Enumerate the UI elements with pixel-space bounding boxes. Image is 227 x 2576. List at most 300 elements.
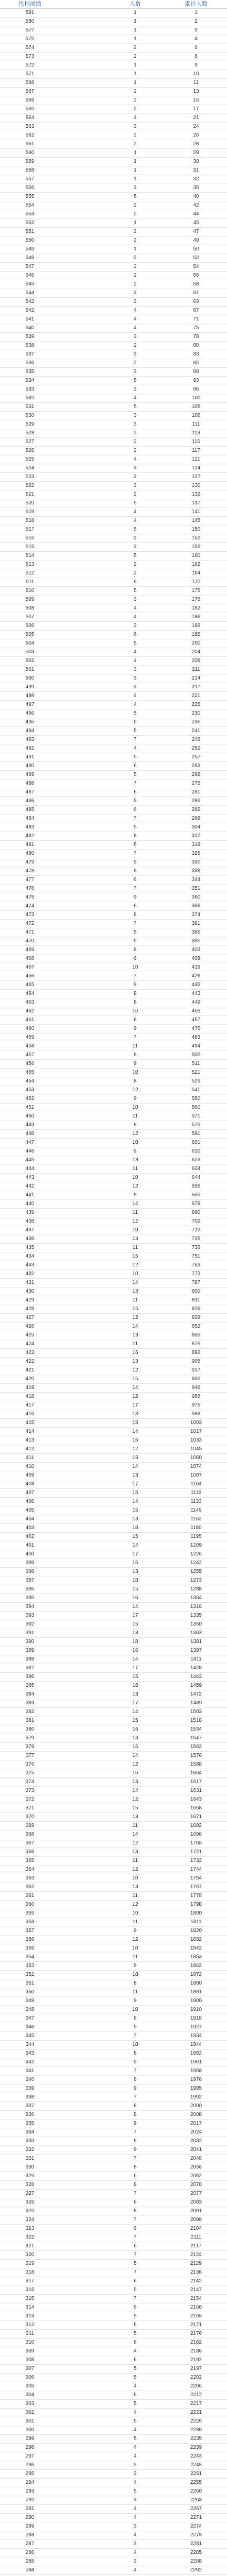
table-row — [0, 779, 227, 788]
score-cell: 467 — [25, 964, 35, 970]
count-cell: 6 — [134, 2322, 137, 2328]
cumulative-cell: 1952 — [190, 2050, 202, 2056]
cumulative-cell: 24 — [193, 124, 199, 129]
cumulative-cell: 712 — [191, 1227, 201, 1233]
count-cell: 15 — [132, 1586, 138, 1592]
table-row — [0, 526, 227, 534]
cumulative-cell: 141 — [191, 509, 201, 515]
cumulative-cell: 644 — [191, 1175, 201, 1180]
cumulative-cell: 403 — [191, 947, 201, 953]
count-cell: 5 — [134, 2287, 137, 2293]
count-cell: 10 — [132, 1175, 138, 1180]
score-cell: 426 — [25, 1324, 35, 1329]
count-cell: 2 — [134, 535, 137, 541]
table-row — [0, 368, 227, 377]
cumulative-cell: 145 — [191, 518, 201, 523]
cumulative-cell: 1842 — [190, 1945, 202, 1951]
count-cell: 6 — [134, 2199, 137, 2205]
score-cell: 456 — [25, 1061, 35, 1066]
score-cell: 385 — [25, 1683, 35, 1688]
table-row — [0, 1831, 227, 1839]
cumulative-cell: 610 — [191, 1148, 201, 1154]
cumulative-cell: 787 — [191, 1280, 201, 1285]
count-cell: 11 — [132, 1166, 138, 1172]
cumulative-cell: 2136 — [190, 2269, 202, 2275]
cumulative-cell: 1195 — [190, 1534, 202, 1539]
score-cell: 327 — [25, 2191, 35, 2196]
cumulative-cell: 395 — [191, 938, 201, 944]
score-cell: 509 — [25, 597, 35, 602]
table-row — [0, 96, 227, 105]
score-cell: 482 — [25, 833, 35, 839]
score-cell: 331 — [25, 2156, 35, 2161]
count-cell: 9 — [134, 2086, 137, 2091]
score-cell: 428 — [25, 1306, 35, 1312]
score-cell: 297 — [25, 2453, 35, 2459]
table-row — [0, 858, 227, 867]
cumulative-cell: 83 — [193, 351, 199, 357]
score-cell: 348 — [25, 2007, 35, 2012]
count-cell: 5 — [134, 728, 137, 734]
cumulative-cell: 1087 — [190, 1472, 202, 1478]
table-row — [0, 2426, 227, 2435]
table-row — [0, 797, 227, 806]
cumulative-cell: 1934 — [190, 2033, 202, 2039]
score-cell: 420 — [25, 1376, 35, 1382]
score-cell: 427 — [25, 1315, 35, 1320]
count-cell: 5 — [134, 2488, 137, 2494]
cumulative-cell: 170 — [191, 579, 201, 585]
table-row — [0, 1541, 227, 1550]
score-cell: 360 — [25, 1902, 35, 1907]
table-row — [0, 1603, 227, 1612]
table-row — [0, 2233, 227, 2242]
table-row — [0, 998, 227, 1007]
cumulative-cell: 162 — [191, 562, 201, 567]
count-cell: 14 — [132, 1543, 138, 1548]
table-row — [0, 2338, 227, 2347]
table-row — [0, 1077, 227, 1086]
table-row — [0, 2120, 227, 2128]
table-row — [0, 26, 227, 35]
table-row — [0, 1568, 227, 1577]
cumulative-cell: 13 — [193, 89, 199, 94]
count-cell: 14 — [132, 1832, 138, 1837]
score-cell: 288 — [25, 2532, 35, 2538]
table-row — [0, 1331, 227, 1340]
table-row — [0, 1393, 227, 1401]
score-cell: 409 — [25, 1472, 35, 1478]
cumulative-cell: 45 — [193, 220, 199, 226]
cumulative-cell: 268 — [191, 772, 201, 777]
cumulative-cell: 1363 — [190, 1630, 202, 1636]
score-cell: 515 — [25, 544, 35, 550]
count-cell: 10 — [132, 1875, 138, 1881]
cumulative-cell: 2171 — [190, 2322, 202, 2328]
score-cell: 306 — [25, 2375, 35, 2380]
count-cell: 2 — [134, 281, 137, 287]
score-cell: 406 — [25, 1499, 35, 1504]
table-row — [0, 455, 227, 464]
score-cell: 537 — [25, 351, 35, 357]
cumulative-cell: 2024 — [190, 2129, 202, 2135]
count-cell: 8 — [134, 1078, 137, 1084]
count-cell: 14 — [132, 1656, 138, 1662]
cumulative-cell: 30 — [193, 159, 199, 164]
count-cell: 5 — [134, 378, 137, 383]
count-cell: 14 — [132, 1604, 138, 1609]
count-cell: 6 — [134, 956, 137, 961]
score-cell: 468 — [25, 956, 35, 961]
table-row — [0, 2409, 227, 2417]
count-cell: 4 — [134, 745, 137, 751]
count-cell: 4 — [134, 693, 137, 699]
count-cell: 5 — [134, 404, 137, 410]
score-cell: 459 — [25, 1035, 35, 1040]
score-cell: 416 — [25, 1411, 35, 1417]
cumulative-cell: 1910 — [190, 2007, 202, 2012]
score-cell: 452 — [25, 1096, 35, 1101]
cumulative-cell: 2160 — [190, 2304, 202, 2310]
table-row — [0, 1016, 227, 1025]
table-row — [0, 88, 227, 96]
cumulative-cell: 623 — [191, 1157, 201, 1163]
count-cell: 15 — [132, 1805, 138, 1811]
count-cell: 7 — [134, 2156, 137, 2161]
table-row — [0, 928, 227, 937]
table-row — [0, 604, 227, 613]
score-cell: 466 — [25, 973, 35, 979]
table-row — [0, 193, 227, 201]
count-cell: 11 — [132, 1210, 138, 1215]
table-row — [0, 2006, 227, 2014]
table-row — [0, 79, 227, 88]
cumulative-cell: 852 — [191, 1324, 201, 1329]
count-cell: 5 — [134, 2401, 137, 2406]
cumulative-cell: 483 — [191, 1035, 201, 1040]
cumulative-cell: 1696 — [190, 1832, 202, 1837]
count-cell: 14 — [132, 1464, 138, 1469]
score-cell: 326 — [25, 2199, 35, 2205]
score-cell: 342 — [25, 2059, 35, 2065]
cumulative-cell: 292 — [191, 807, 201, 812]
score-cell: 319 — [25, 2261, 35, 2266]
cumulative-cell: 286 — [191, 798, 201, 804]
score-cell: 566 — [25, 97, 35, 103]
cumulative-cell: 443 — [191, 991, 201, 996]
table-row — [0, 788, 227, 797]
count-cell: 5 — [134, 588, 137, 594]
cumulative-cell: 521 — [191, 1070, 201, 1075]
count-cell: 3 — [134, 623, 137, 629]
score-cell: 338 — [25, 2094, 35, 2100]
table-row — [0, 1147, 227, 1156]
score-cell: 336 — [25, 2112, 35, 2117]
count-cell: 11 — [132, 1858, 138, 1863]
table-row — [0, 499, 227, 508]
score-cell: 407 — [25, 1490, 35, 1496]
score-cell: 545 — [25, 281, 35, 287]
table-row — [0, 946, 227, 955]
count-cell: 6 — [134, 2357, 137, 2363]
score-cell: 565 — [25, 106, 35, 112]
score-cell: 332 — [25, 2147, 35, 2153]
score-cell: 307 — [25, 2366, 35, 2371]
cumulative-cell: 1588 — [190, 1761, 202, 1767]
count-cell: 14 — [132, 1753, 138, 1758]
cumulative-cell: 2142 — [190, 2278, 202, 2284]
table-row — [0, 2444, 227, 2452]
cumulative-cell: 1 — [194, 10, 198, 15]
count-cell: 1 — [134, 36, 137, 42]
cumulative-cell: 214 — [191, 675, 201, 681]
count-cell: 4 — [134, 2383, 137, 2389]
table-row — [0, 2067, 227, 2076]
score-cell: 554 — [25, 202, 35, 208]
count-cell: 1 — [134, 246, 137, 252]
score-cell: 353 — [25, 1963, 35, 1969]
score-cell: 395 — [25, 1595, 35, 1601]
count-cell: 15 — [132, 1376, 138, 1382]
table-row — [0, 464, 227, 473]
table-row — [0, 543, 227, 552]
table-row — [0, 1270, 227, 1279]
cumulative-cell: 2070 — [190, 2182, 202, 2188]
score-cell: 462 — [25, 1008, 35, 1014]
score-cell: 503 — [25, 649, 35, 655]
score-cell: 417 — [25, 1402, 35, 1408]
cumulative-cell: 1472 — [190, 1691, 202, 1697]
table-row — [0, 1112, 227, 1121]
count-cell: 2 — [134, 89, 137, 94]
score-cell: 485 — [25, 807, 35, 812]
score-cell: 389 — [25, 1648, 35, 1653]
score-cell: 380 — [25, 1726, 35, 1732]
cumulative-cell: 221 — [191, 693, 201, 699]
score-cell: 295 — [25, 2471, 35, 2477]
table-row — [0, 674, 227, 683]
count-cell: 18 — [132, 1525, 138, 1531]
table-row — [0, 1226, 227, 1235]
count-cell: 8 — [134, 1052, 137, 1058]
table-row — [0, 1524, 227, 1533]
table-row — [0, 2391, 227, 2400]
score-cell: 298 — [25, 2445, 35, 2450]
score-cell: 419 — [25, 1385, 35, 1391]
table-row — [0, 1051, 227, 1060]
table-row — [0, 245, 227, 254]
cumulative-cell: 113 — [192, 430, 200, 436]
cumulative-cell: 800 — [191, 1289, 201, 1294]
table-row — [0, 2251, 227, 2260]
cumulative-cell: 2202 — [190, 2375, 202, 2380]
cumulative-cell: 1832 — [190, 1937, 202, 1942]
table-row — [0, 333, 227, 342]
table-row — [0, 236, 227, 245]
table-row — [0, 1901, 227, 1909]
table-row — [0, 1454, 227, 1463]
table-row — [0, 342, 227, 350]
score-cell: 479 — [25, 859, 35, 865]
score-cell: 349 — [25, 1998, 35, 2004]
table-row — [0, 2084, 227, 2093]
cumulative-cell: 78 — [193, 334, 199, 340]
count-cell: 9 — [134, 938, 137, 944]
count-cell: 16 — [132, 1595, 138, 1601]
count-cell: 12 — [132, 1937, 138, 1942]
table-row — [0, 1419, 227, 1428]
score-cell: 368 — [25, 1832, 35, 1837]
table-row — [0, 2461, 227, 2470]
cumulative-cell: 351 — [191, 886, 201, 891]
cumulative-cell: 2263 — [190, 2497, 202, 2503]
count-cell: 17 — [132, 1402, 138, 1408]
score-cell: 517 — [25, 527, 35, 532]
table-row — [0, 1866, 227, 1874]
score-cell: 320 — [25, 2252, 35, 2258]
table-row — [0, 1410, 227, 1419]
count-cell: 14 — [132, 1324, 138, 1329]
score-cell: 294 — [25, 2480, 35, 2485]
score-cell: 300 — [25, 2427, 35, 2433]
table-row — [0, 718, 227, 727]
count-cell: 6 — [134, 999, 137, 1005]
score-cell: 394 — [25, 1604, 35, 1609]
count-cell: 5 — [134, 859, 137, 865]
score-cell: 524 — [25, 465, 35, 471]
count-cell: 2 — [134, 141, 137, 147]
score-cell: 474 — [25, 903, 35, 909]
table-row — [0, 307, 227, 315]
score-cell: 543 — [25, 299, 35, 304]
cumulative-cell: 1133 — [190, 1499, 202, 1504]
cumulative-cell: 1754 — [190, 1875, 202, 1881]
table-row — [0, 385, 227, 394]
count-cell: 17 — [132, 1551, 138, 1557]
score-cell: 384 — [25, 1691, 35, 1697]
score-cell: 535 — [25, 369, 35, 375]
table-row — [0, 1874, 227, 1883]
table-row — [0, 955, 227, 963]
cumulative-cell: 21 — [193, 115, 199, 121]
count-cell: 14 — [132, 1201, 138, 1207]
table-row — [0, 1463, 227, 1471]
table-row — [0, 1314, 227, 1323]
count-cell: 15 — [132, 1253, 138, 1259]
cumulative-cell: 217 — [191, 684, 201, 690]
count-cell: 8 — [134, 1980, 137, 1986]
count-cell: 17 — [132, 1665, 138, 1671]
score-cell: 498 — [25, 693, 35, 699]
cumulative-cell: 44 — [193, 211, 199, 217]
count-cell: 7 — [134, 973, 137, 979]
score-cell: 560 — [25, 150, 35, 156]
count-cell: 4 — [134, 2515, 137, 2520]
score-cell: 497 — [25, 702, 35, 707]
cumulative-cell: 571 — [191, 1113, 201, 1119]
score-cell: 504 — [25, 640, 35, 646]
table-row — [0, 2242, 227, 2251]
score-cell: 373 — [25, 1788, 35, 1793]
count-cell: 9 — [134, 1026, 137, 1031]
count-cell: 4 — [134, 509, 137, 515]
count-cell: 16 — [132, 1726, 138, 1732]
table-row — [0, 2041, 227, 2049]
count-cell: 8 — [134, 991, 137, 996]
cumulative-cell: 1045 — [190, 1446, 202, 1452]
count-cell: 10 — [132, 1105, 138, 1110]
table-row — [0, 298, 227, 307]
count-cell: 17 — [132, 1613, 138, 1618]
table-row — [0, 1471, 227, 1480]
count-cell: 11 — [132, 1297, 138, 1303]
score-cell: 475 — [25, 894, 35, 900]
cumulative-cell: 601 — [191, 1140, 201, 1145]
cumulative-cell: 130 — [191, 483, 201, 488]
table-row — [0, 631, 227, 639]
score-cell: 518 — [25, 518, 35, 523]
score-cell: 340 — [25, 2077, 35, 2082]
cumulative-cell: 1880 — [190, 1980, 202, 1986]
score-cell: 502 — [25, 658, 35, 664]
table-row — [0, 692, 227, 701]
score-cell: 322 — [25, 2234, 35, 2240]
cumulative-cell: 186 — [191, 614, 201, 620]
count-cell: 13 — [132, 1359, 138, 1364]
score-cell: 521 — [25, 492, 35, 497]
count-cell: 4 — [134, 658, 137, 664]
table-row — [0, 263, 227, 272]
table-row — [0, 490, 227, 499]
score-cell: 500 — [25, 675, 35, 681]
count-cell: 13 — [132, 1630, 138, 1636]
score-cell: 534 — [25, 378, 35, 383]
count-cell: 9 — [134, 1061, 137, 1066]
score-cell: 358 — [25, 1919, 35, 1925]
count-cell: 16 — [132, 1770, 138, 1776]
cumulative-cell: 1976 — [190, 2077, 202, 2082]
cumulative-cell: 182 — [191, 605, 201, 611]
cumulative-cell: 35 — [193, 185, 199, 191]
count-cell: 14 — [132, 1429, 138, 1434]
count-cell: 5 — [134, 527, 137, 532]
table-row — [0, 1375, 227, 1384]
score-cell: 491 — [25, 754, 35, 760]
table-row — [0, 1550, 227, 1559]
cumulative-cell: 11 — [193, 80, 199, 86]
score-cell: 439 — [25, 1210, 35, 1215]
score-cell: 510 — [25, 588, 35, 594]
table-header — [0, 0, 227, 9]
table-row — [0, 2111, 227, 2120]
score-cell: 374 — [25, 1779, 35, 1785]
score-cell: 408 — [25, 1481, 35, 1487]
score-cell: 339 — [25, 2086, 35, 2091]
cumulative-cell: 1350 — [190, 1621, 202, 1627]
count-cell: 18 — [132, 1578, 138, 1583]
cumulative-cell: 1397 — [190, 1648, 202, 1653]
table-row — [0, 1699, 227, 1708]
count-cell: 11 — [132, 1341, 138, 1347]
table-row — [0, 937, 227, 946]
table-row — [0, 1358, 227, 1366]
count-cell: 7 — [134, 2191, 137, 2196]
score-cell: 422 — [25, 1359, 35, 1364]
cumulative-cell: 2292 — [190, 2567, 202, 2573]
cumulative-cell: 1033 — [190, 1437, 202, 1443]
cumulative-cell: 2274 — [190, 2523, 202, 2529]
cumulative-cell: 2288 — [190, 2558, 202, 2564]
